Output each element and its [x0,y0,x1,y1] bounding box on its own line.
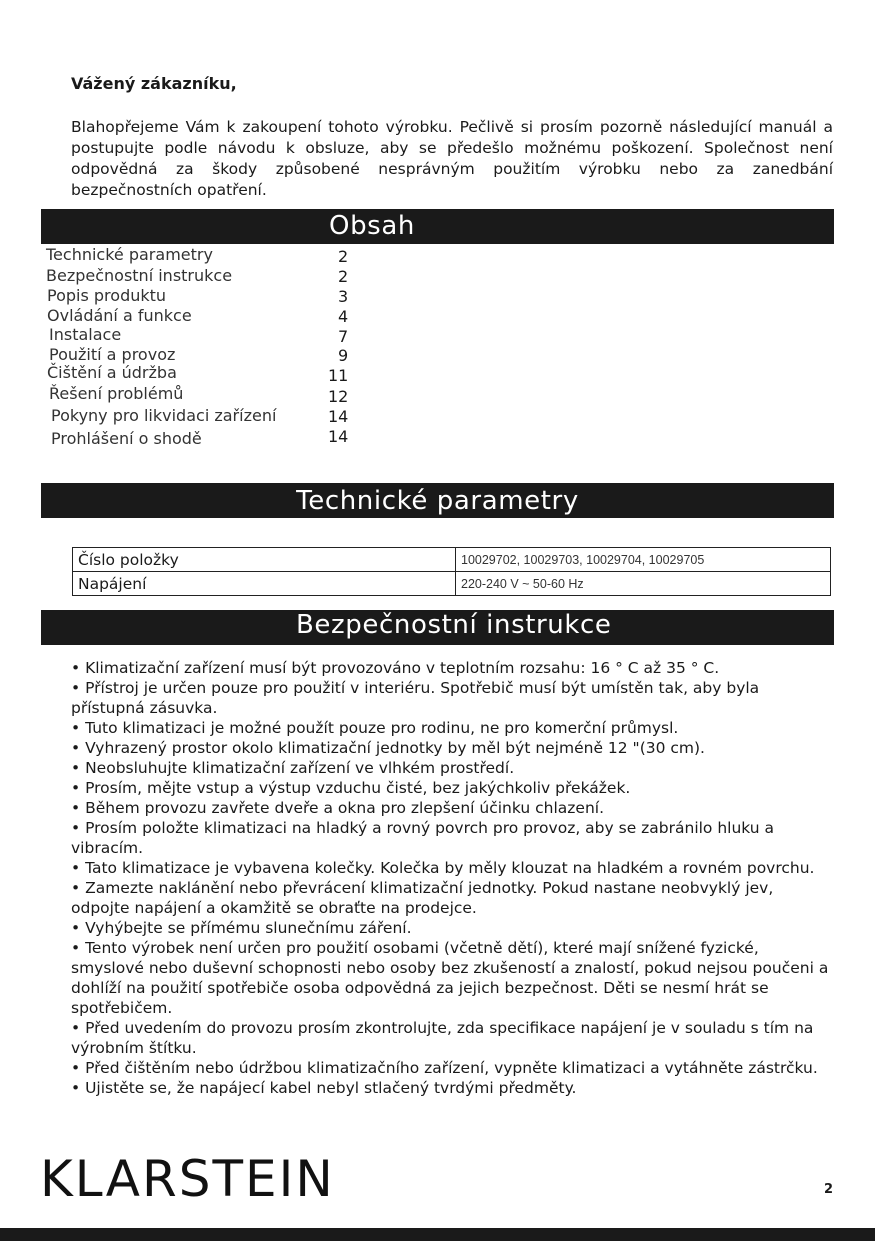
toc-item [45,245,385,266]
toc-item-page: 11 [328,366,349,385]
toc-item-label: Čištění a údržba [47,363,177,382]
safety-item: • Zamezte naklánění nebo převrácení klimatizační jednotky. Pokud nastane neobvyklý jev, odpojte napájení a okamžitě se obraťte na prodejce. [71,878,836,918]
toc-item-label: Instalace [49,325,122,344]
tech-header-bar [41,483,834,518]
page-number: 2 [824,1182,834,1197]
toc-title: Obsah [329,211,415,241]
safety-item: • Před uvedením do provozu prosím zkontrolujte, zda specifikace napájení je v souladu s tím na výrobním štítku. [71,1018,836,1058]
toc-item [45,345,385,363]
toc-item-label: Bezpečnostní instrukce [46,266,233,285]
safety-item: • Během provozu zavřete dveře a okna pro zlepšení účinku chlazení. [71,798,836,818]
toc-item [45,306,385,325]
toc-item-label: Použití a provoz [49,345,176,364]
toc-item [45,325,385,345]
greeting: Vážený zákazníku, [71,74,237,93]
safety-list [71,658,836,1098]
toc-item [45,286,385,306]
safety-item: • Klimatizační zařízení musí být provozováno v teplotním rozsahu: 16 ° C až 35 ° C. [71,658,836,678]
safety-item: • Tato klimatizace je vybavena kolečky. Kolečka by měly klouzat na hladkém a rovném povrchu. [71,858,836,878]
spec-row [73,572,831,596]
safety-item: • Vyhýbejte se přímému slunečnímu záření. [71,918,836,938]
toc-item-label: Řešení problémů [49,384,184,403]
safety-header-bar [41,610,834,645]
toc-item-page: 2 [338,247,349,266]
safety-item: • Před čištěním nebo údržbou klimatizačního zařízení, vypněte klimatizaci a vytáhněte zástrčku. [71,1058,836,1078]
safety-title: Bezpečnostní instrukce [296,610,612,640]
toc-item-page: 12 [328,387,349,406]
toc-item [45,429,385,449]
safety-item: • Vyhrazený prostor okolo klimatizační jednotky by měl být nejméně 12 "(30 cm). [71,738,836,758]
toc-item-page: 14 [328,427,349,446]
toc-item-label: Technické parametry [46,245,213,264]
table-of-contents [45,245,385,449]
toc-item-label: Prohlášení o shodě [51,429,202,448]
toc-item [45,384,385,406]
toc-item [45,406,385,429]
spec-table [72,547,831,596]
toc-item-label: Pokyny pro likvidaci zařízení [51,406,277,425]
tech-title: Technické parametry [296,485,579,516]
intro-paragraph: Blahopřejeme Vám k zakoupení tohoto výrobku. Pečlivě si prosím pozorně následující manuál a postupujte podle návodu k obsluze, aby se předešlo možnému poškození. Společnost není odpovědná za škody způsobené nesprávným použitím výrobku nebo za zanedbání bezpečnostních opatření. [71,118,833,199]
safety-item: • Neobsluhujte klimatizační zařízení ve vlhkém prostředí. [71,758,836,778]
safety-item: • Tuto klimatizaci je možné použít pouze pro rodinu, ne pro komerční průmysl. [71,718,836,738]
toc-item [45,363,385,384]
toc-item-label: Popis produktu [47,286,167,305]
brand-logo: KLARSTEIN [40,1150,335,1208]
toc-item-page: 4 [338,307,349,326]
toc-header-bar [41,209,834,244]
safety-item: • Tento výrobek není určen pro použití osobami (včetně dětí), které mají snížené fyzické, smyslové nebo duševní schopnosti nebo osoby bez zkušeností a znalostí, pokud nejsou poučeni a dohlíží na použití spotřebiče osoba odpovědná za jejich bezpečnost. Děti se nesmí hrát se spotřebičem. [71,938,836,1018]
spec-key: Číslo položky [73,548,456,572]
safety-item: • Prosím, mějte vstup a výstup vzduchu čisté, bez jakýchkoliv překážek. [71,778,836,798]
spec-value: 10029702, 10029703, 10029704, 10029705 [456,548,831,572]
spec-key: Napájení [73,572,456,596]
spec-row [73,548,831,572]
spec-value: 220-240 V ~ 50-60 Hz [456,572,831,596]
toc-item-page: 14 [328,407,349,426]
safety-item: • Přístroj je určen pouze pro použití v interiéru. Spotřebič musí být umístěn tak, aby byla přístupná zásuvka. [71,678,836,718]
safety-item: • Prosím položte klimatizaci na hladký a rovný povrch pro provoz, aby se zabránilo hluku a vibracím. [71,818,836,858]
toc-item-label: Ovládání a funkce [47,306,192,325]
toc-item-page: 2 [338,267,349,286]
footer-bar [0,1228,875,1241]
toc-item [45,266,385,286]
toc-item-page: 9 [338,346,349,365]
safety-item: • Ujistěte se, že napájecí kabel nebyl stlačený tvrdými předměty. [71,1078,836,1098]
toc-item-page: 3 [338,287,349,306]
toc-item-page: 7 [338,327,349,346]
